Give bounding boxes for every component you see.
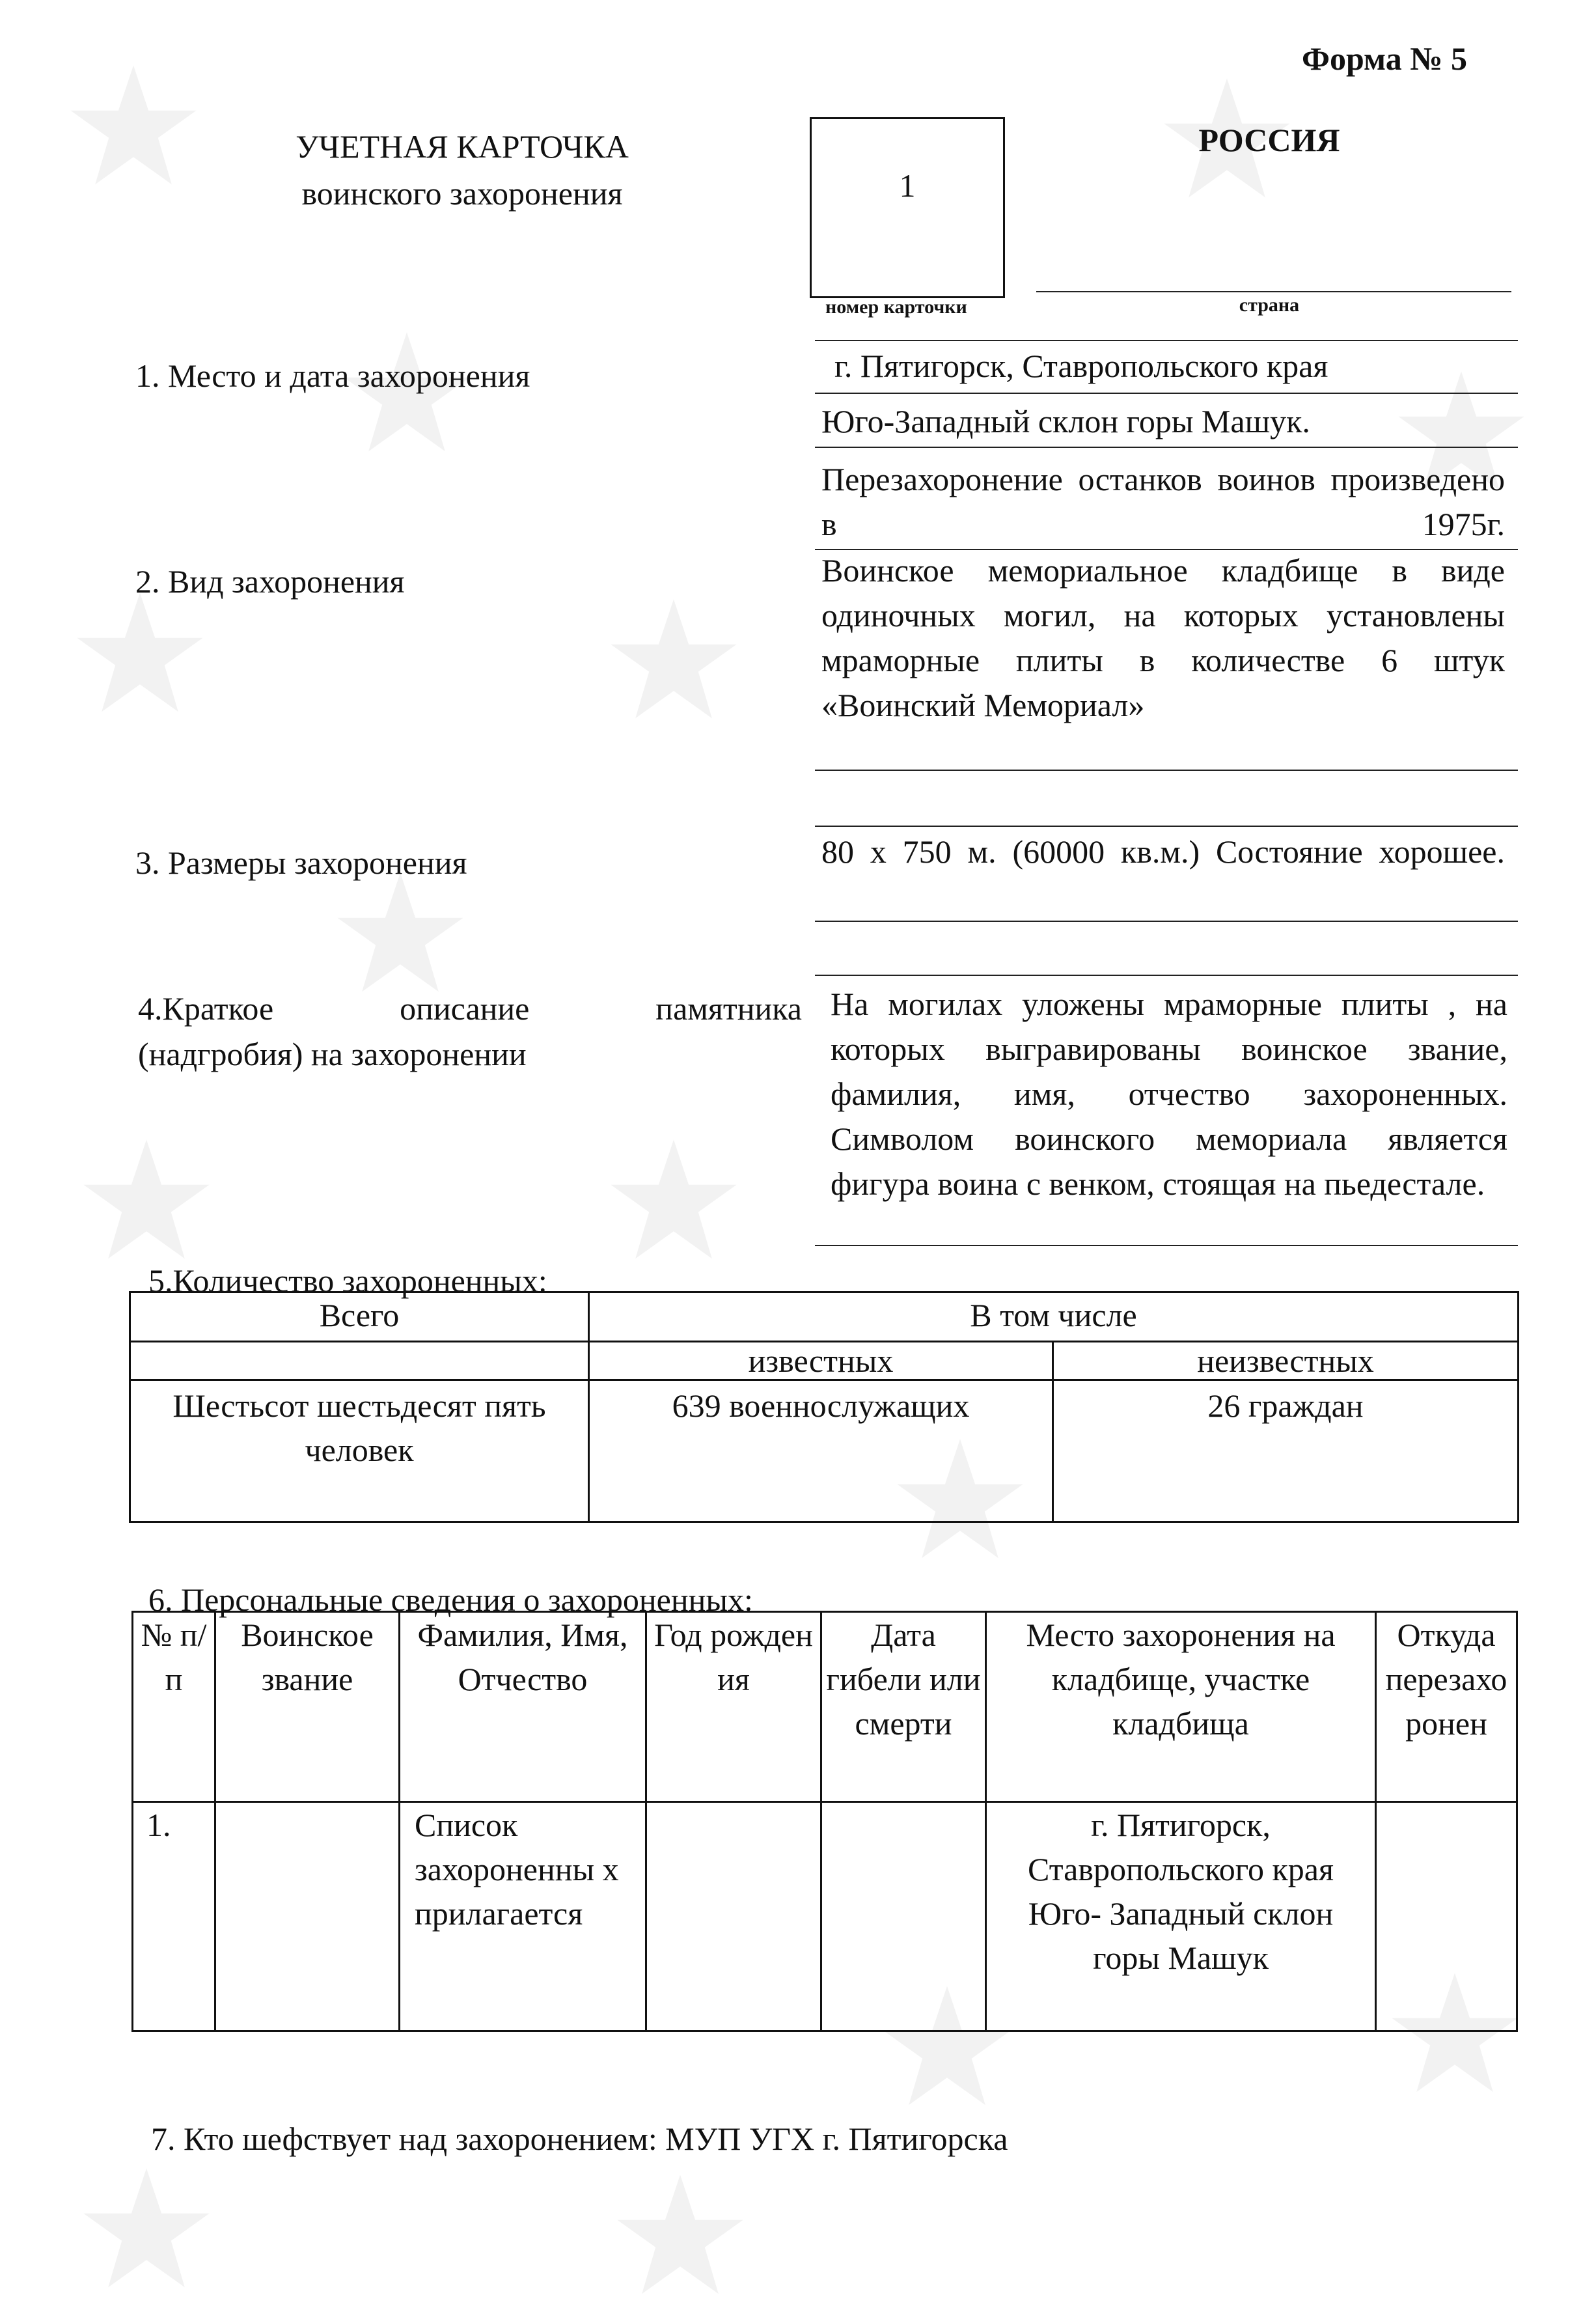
field-line bbox=[815, 340, 1518, 341]
card-number: 1 bbox=[899, 167, 916, 204]
col-including: В том числе bbox=[589, 1292, 1519, 1342]
col-total: Всего bbox=[130, 1292, 589, 1342]
field-line bbox=[815, 770, 1518, 771]
row-num: 1. bbox=[133, 1802, 215, 2031]
count-table bbox=[129, 1291, 1519, 1523]
size-label: 3. Размеры захоронения bbox=[135, 844, 467, 881]
place-label: 1. Место и дата захоронения bbox=[135, 357, 530, 394]
form-number: Форма № 5 bbox=[1302, 40, 1467, 77]
field-line bbox=[815, 447, 1518, 448]
reburial-text: Перезахоронение останков воинов произведено в 1975г. bbox=[821, 461, 1505, 542]
place-line-1: г. Пятигорск, Ставропольского края bbox=[834, 348, 1328, 384]
card-title: УЧЕТНАЯ КАРТОЧКА bbox=[296, 128, 629, 165]
card-number-label: номер карточки bbox=[825, 296, 967, 318]
field-line bbox=[815, 921, 1518, 922]
empty-cell bbox=[130, 1342, 589, 1380]
header-rank: Воинское звание bbox=[215, 1612, 400, 1802]
monument-label-line2: (надгробия) на захоронении bbox=[138, 1036, 527, 1072]
country-label: страна bbox=[1239, 294, 1300, 316]
row-death bbox=[821, 1802, 986, 2031]
watermark-stamp bbox=[78, 2162, 215, 2298]
col-unknown: неизвестных bbox=[1053, 1342, 1519, 1380]
row-place: г. Пятигорск, Ставропольского края Юго- Западный склон горы Машук bbox=[986, 1802, 1376, 2031]
monument-label-line1: 4.Краткое описание памятника bbox=[138, 990, 802, 1027]
row-birth bbox=[646, 1802, 821, 2031]
header-num: № п/ п bbox=[133, 1612, 215, 1802]
row-rank bbox=[215, 1802, 400, 2031]
watermark-stamp bbox=[605, 592, 742, 729]
patron-text: 7. Кто шефствует над захоронением: МУП УГХ г. Пятигорска bbox=[151, 2120, 1008, 2157]
watermark-stamp bbox=[332, 866, 469, 1003]
field-line bbox=[815, 826, 1518, 827]
known-value: 639 военнослужащих bbox=[589, 1380, 1053, 1522]
watermark-stamp bbox=[605, 1133, 742, 1270]
place-line-2: Юго-Западный склон горы Машук. bbox=[821, 403, 1310, 439]
field-line bbox=[815, 393, 1518, 394]
watermark-stamp bbox=[78, 1133, 215, 1270]
personal-table bbox=[131, 1611, 1518, 2032]
total-value: Шестьсот шестьдесят пять человек bbox=[130, 1380, 589, 1522]
header-place: Место захоронения на кладбище, участке кладбища bbox=[986, 1612, 1376, 1802]
size-text: 80 х 750 м. (60000 кв.м.) Состояние хорошее. bbox=[821, 833, 1505, 870]
count-heading: 5.Количество захороненных: bbox=[148, 1262, 547, 1299]
type-label: 2. Вид захоронения bbox=[135, 563, 405, 600]
header-from: Откуда перезахо ронен bbox=[1376, 1612, 1517, 1802]
row-name: Список захороненны х прилагается bbox=[400, 1802, 646, 2031]
header-name: Фамилия, Имя, Отчество bbox=[400, 1612, 646, 1802]
row-from bbox=[1376, 1802, 1517, 2031]
col-known: известных bbox=[589, 1342, 1053, 1380]
monument-text: На могилах уложены мраморные плиты , на которых выгравированы воинское звание, фамилия, имя, отчество захороненных. Символом воинского мемориала является фигура воина с венком, стоящая на пьедестале. bbox=[831, 986, 1507, 1202]
header-birth: Год рожден ия bbox=[646, 1612, 821, 1802]
unknown-value: 26 граждан bbox=[1053, 1380, 1519, 1522]
field-line bbox=[815, 975, 1518, 976]
watermark-stamp bbox=[72, 586, 208, 723]
header-death: Дата гибели или смерти bbox=[821, 1612, 986, 1802]
country: РОССИЯ bbox=[1198, 122, 1340, 158]
watermark-stamp bbox=[65, 59, 202, 195]
field-line bbox=[815, 1245, 1518, 1246]
country-underline bbox=[1036, 291, 1511, 292]
card-subtitle: воинского захоронения bbox=[301, 175, 623, 212]
type-text: Воинское мемориальное кладбище в виде одиночных могил, на которых установлены мраморные плиты в количестве 6 штук «Воинский Мемориал» bbox=[821, 552, 1505, 723]
personal-heading: 6. Персональные сведения о захороненных: bbox=[148, 1581, 753, 1618]
watermark-stamp bbox=[612, 2168, 749, 2305]
